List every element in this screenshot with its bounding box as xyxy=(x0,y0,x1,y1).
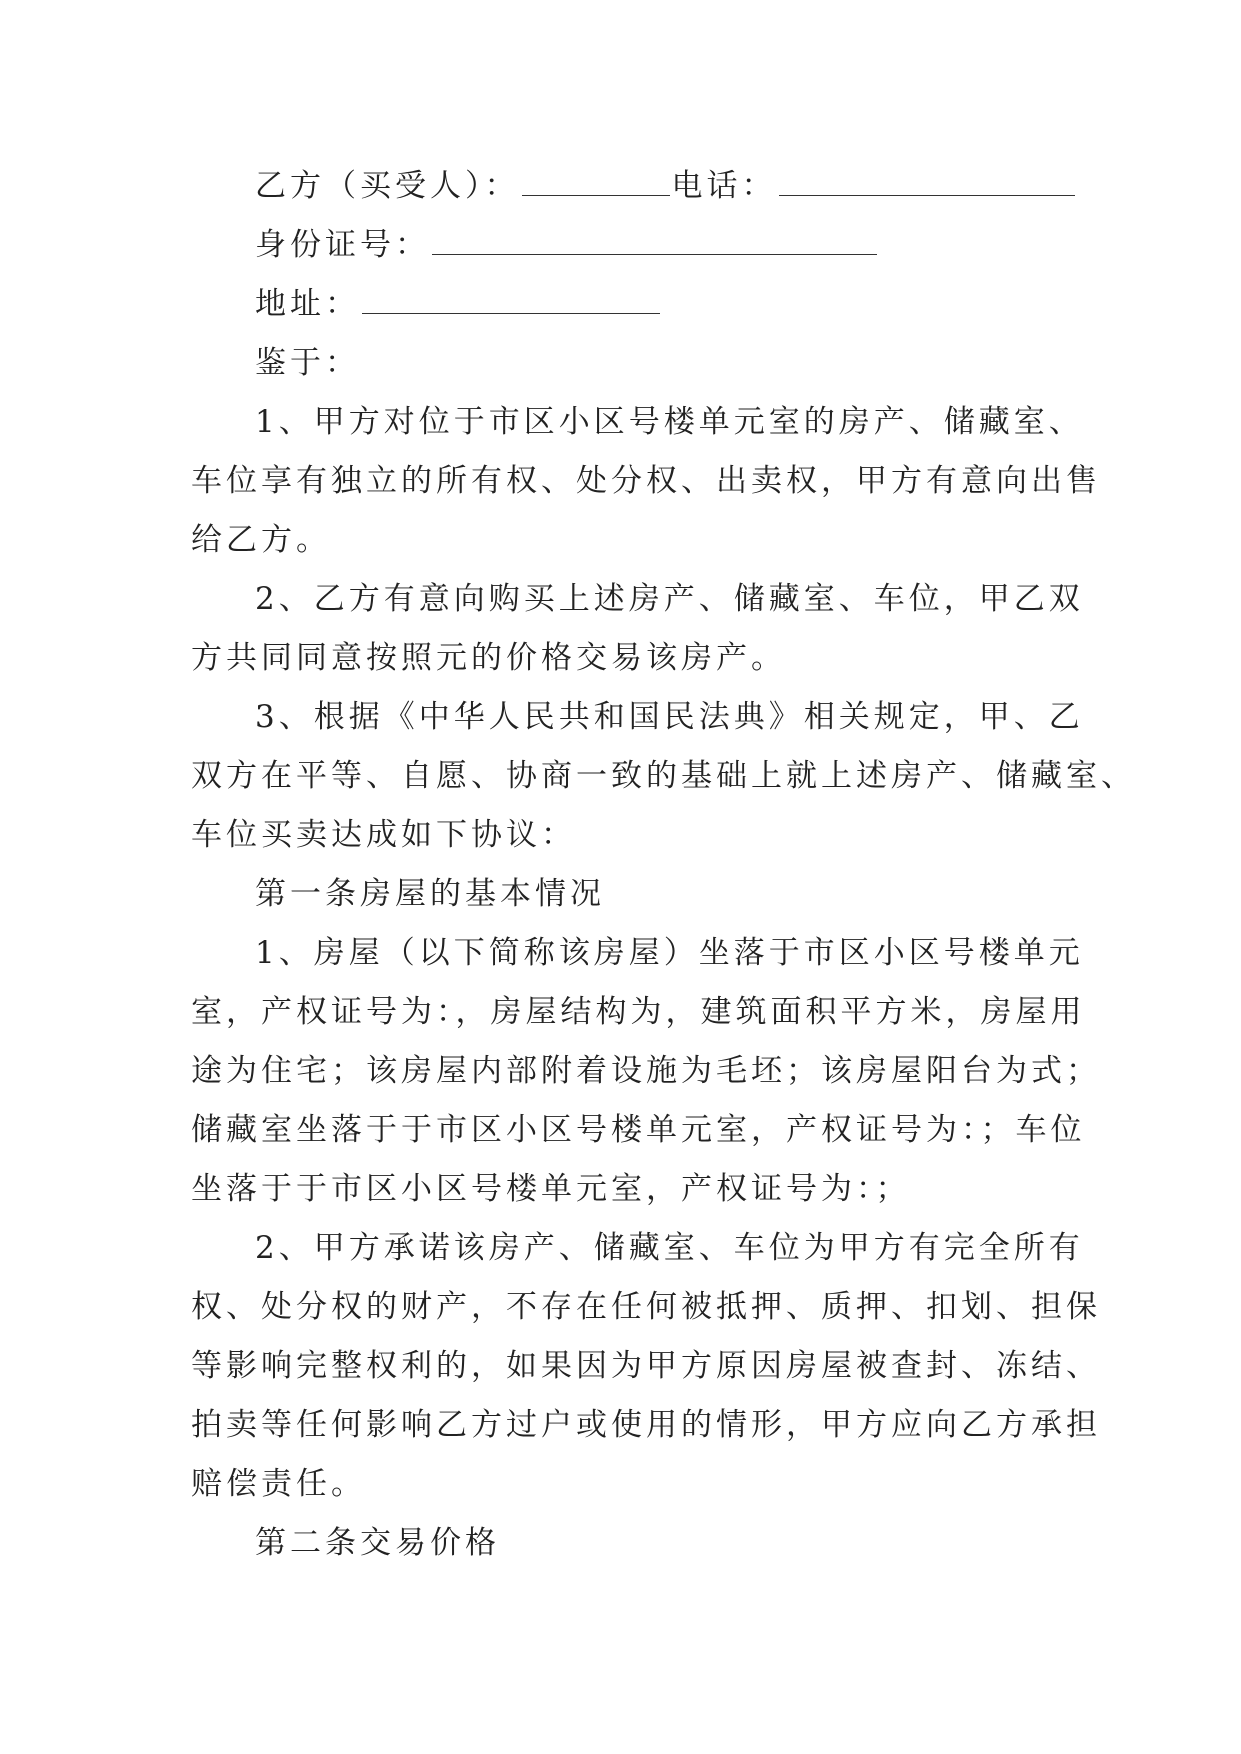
phone-blank xyxy=(779,171,1075,196)
id-label: 身份证号： xyxy=(255,227,430,263)
article-1-title: 第一条房屋的基本情况 xyxy=(255,876,605,912)
article-1-item-2-line-2: 权、处分权的财产，不存在任何被抵押、质押、扣划、担保 xyxy=(191,1289,1101,1325)
article-1-item-1-line-3: 途为住宅；该房屋内部附着设施为毛坯；该房屋阳台为式； xyxy=(191,1053,1101,1089)
article-1-item-1-line-1: 1、房屋（以下简称该房屋）坐落于市区小区号楼单元 xyxy=(255,935,1084,971)
article-2-title: 第二条交易价格 xyxy=(255,1525,500,1561)
whereas-heading: 鉴于： xyxy=(255,345,360,381)
address-blank xyxy=(362,289,660,314)
article-1-item-1-line-4: 储藏室坐落于于市区小区号楼单元室，产权证号为：；车位 xyxy=(191,1112,1086,1148)
document-body xyxy=(191,157,1136,1573)
article-1-item-1-line-5: 坐落于于市区小区号楼单元室，产权证号为：； xyxy=(191,1171,911,1207)
address-label: 地址： xyxy=(255,286,360,322)
clause-3-line-2: 双方在平等、自愿、协商一致的基础上就上述房产、储藏室、 xyxy=(191,758,1136,794)
clause-1-line-1: 1、甲方对位于市区小区号楼单元室的房产、储藏室、 xyxy=(255,404,1084,440)
clause-1-line-2: 车位享有独立的所有权、处分权、出卖权，甲方有意向出售 xyxy=(191,463,1101,499)
id-line xyxy=(191,216,1063,275)
clause-1-line-3: 给乙方。 xyxy=(191,522,331,558)
article-1-item-2-line-4: 拍卖等任何影响乙方过户或使用的情形，甲方应向乙方承担 xyxy=(191,1407,1101,1443)
buyer-line xyxy=(191,157,1063,216)
phone-label: 电话： xyxy=(671,168,777,204)
address-line xyxy=(191,275,1063,334)
clause-2-line-2: 方共同同意按照元的价格交易该房产。 xyxy=(191,640,786,676)
article-1-item-1-line-2: 室，产权证号为：，房屋结构为，建筑面积平方米，房屋用 xyxy=(191,994,1086,1030)
clause-3-line-1: 3、根据《中华人民共和国民法典》相关规定，甲、乙 xyxy=(255,699,1084,735)
article-1-item-2-line-3: 等影响完整权利的，如果因为甲方原因房屋被查封、冻结、 xyxy=(191,1348,1101,1384)
id-blank xyxy=(432,230,877,255)
article-1-item-2-line-1: 2、甲方承诺该房产、储藏室、车位为甲方有完全所有 xyxy=(255,1230,1084,1266)
buyer-label: 乙方（买受人）： xyxy=(255,168,520,204)
clause-2-line-1: 2、乙方有意向购买上述房产、储藏室、车位，甲乙双 xyxy=(255,581,1084,617)
article-1-item-2-line-5: 赔偿责任。 xyxy=(191,1466,366,1502)
buyer-name-blank xyxy=(522,171,670,196)
clause-3-line-3: 车位买卖达成如下协议： xyxy=(191,817,576,853)
